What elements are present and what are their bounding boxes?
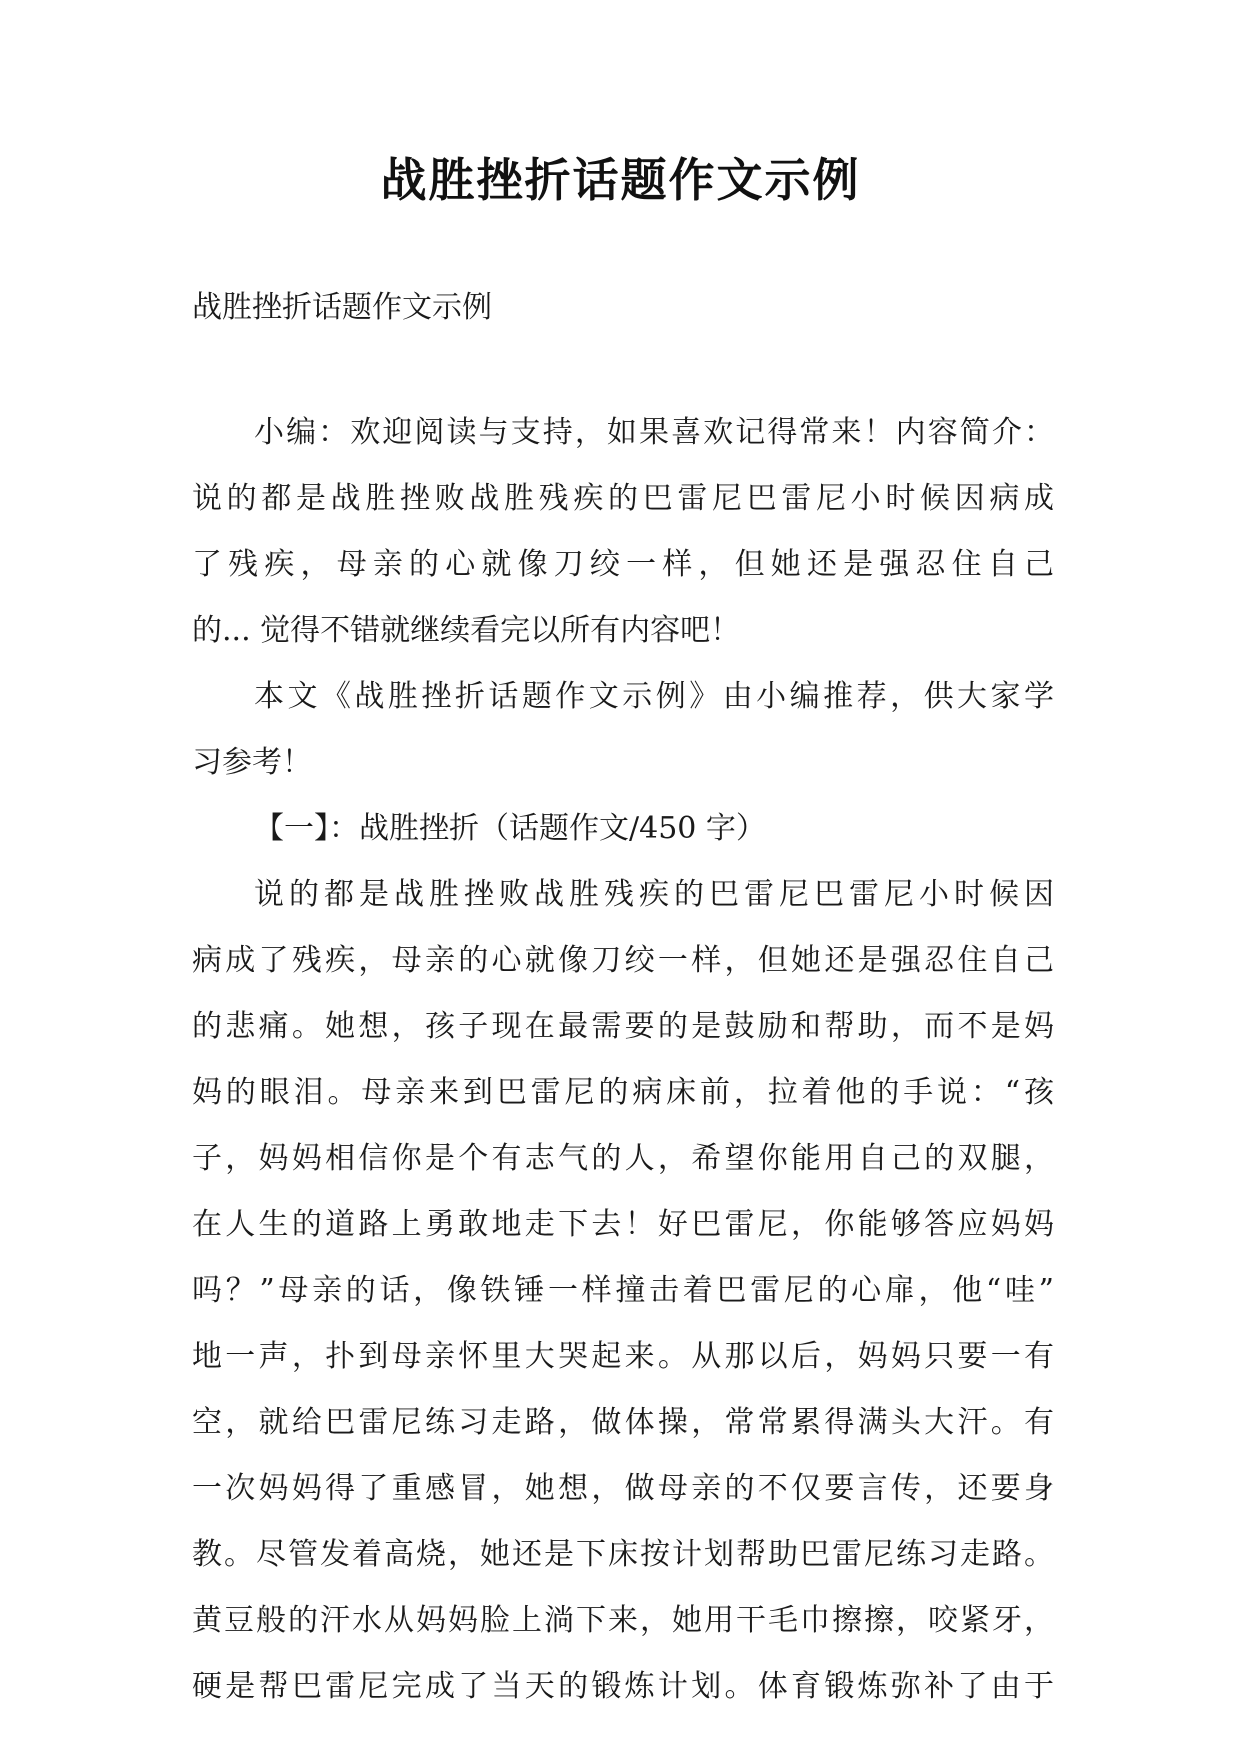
paragraph-line: 一次妈妈得了重感冒，她想，做母亲的不仅要言传，还要身 bbox=[192, 1471, 1054, 1506]
paragraph-line: 说的都是战胜挫败战胜残疾的巴雷尼巴雷尼小时候因病成 bbox=[192, 481, 1054, 516]
paragraph-line: 的... 觉得不错就继续看完以所有内容吧！ bbox=[192, 613, 741, 648]
paragraph-line: 妈的眼泪。母亲来到巴雷尼的病床前，拉着他的手说：“孩 bbox=[192, 1075, 1054, 1110]
paragraph-line: 了残疾，母亲的心就像刀绞一样，但她还是强忍住自己 bbox=[192, 547, 1054, 582]
paragraph-line: 地一声，扑到母亲怀里大哭起来。从那以后，妈妈只要一有 bbox=[192, 1339, 1054, 1374]
paragraph-line: 的悲痛。她想，孩子现在最需要的是鼓励和帮助，而不是妈 bbox=[192, 1009, 1054, 1044]
document-title: 战胜挫折话题作文示例 bbox=[380, 153, 861, 207]
paragraph-line: 习参考！ bbox=[192, 745, 312, 780]
paragraph-line: 病成了残疾，母亲的心就像刀绞一样，但她还是强忍住自己 bbox=[192, 943, 1054, 978]
paragraph-line: 在人生的道路上勇敢地走下去！好巴雷尼，你能够答应妈妈 bbox=[192, 1207, 1054, 1242]
paragraph-line: 空，就给巴雷尼练习走路，做体操，常常累得满头大汗。有 bbox=[192, 1405, 1054, 1440]
paragraph-line: 黄豆般的汗水从妈妈脸上淌下来，她用干毛巾擦擦，咬紧牙， bbox=[192, 1603, 1054, 1638]
document-subtitle: 战胜挫折话题作文示例 bbox=[192, 290, 492, 325]
paragraph-line: 本文《战胜挫折话题作文示例》由小编推荐，供大家学 bbox=[254, 679, 1054, 714]
paragraph-line: 教。尽管发着高烧，她还是下床按计划帮助巴雷尼练习走路。 bbox=[192, 1537, 1054, 1572]
paragraph-line: 子，妈妈相信你是个有志气的人，希望你能用自己的双腿， bbox=[192, 1141, 1054, 1176]
paragraph-line: 吗？”母亲的话，像铁锤一样撞击着巴雷尼的心扉，他“哇” bbox=[192, 1273, 1054, 1308]
document-body bbox=[192, 400, 1054, 1720]
section-heading: 【一】：战胜挫折（话题作文/450 字） bbox=[254, 811, 766, 846]
paragraph-line: 说的都是战胜挫败战胜残疾的巴雷尼巴雷尼小时候因 bbox=[254, 877, 1054, 912]
paragraph-line: 硬是帮巴雷尼完成了当天的锻炼计划。体育锻炼弥补了由于 bbox=[192, 1669, 1054, 1704]
paragraph-line: 小编：欢迎阅读与支持，如果喜欢记得常来！内容简介： bbox=[254, 415, 1054, 450]
